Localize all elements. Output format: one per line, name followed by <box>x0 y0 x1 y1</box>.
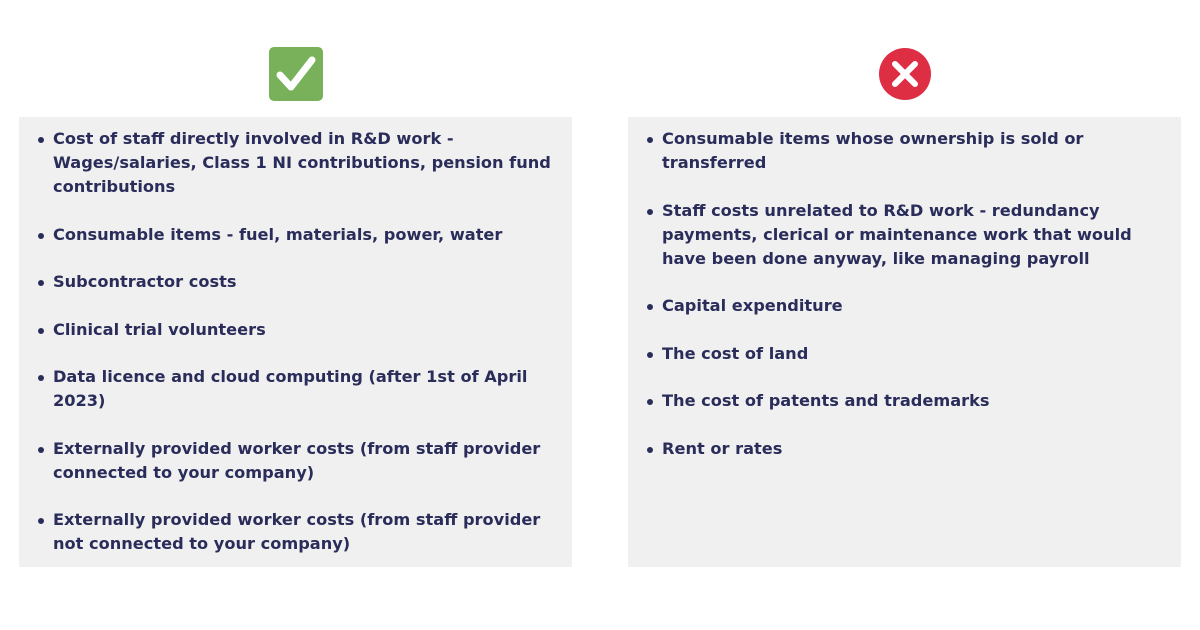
list-item: The cost of land <box>662 342 1167 366</box>
excluded-costs-panel <box>628 117 1181 567</box>
list-item: Subcontractor costs <box>53 270 558 294</box>
cross-mark-icon <box>878 47 932 101</box>
list-item: Consumable items whose ownership is sold or transferred <box>662 127 1167 175</box>
list-item: Externally provided worker costs (from staff provider not connected to your company) <box>53 508 558 556</box>
list-item: Externally provided worker costs (from staff provider connected to your company) <box>53 437 558 485</box>
list-item: Staff costs unrelated to R&D work - redundancy payments, clerical or maintenance work that would have been done anyway, like managing payroll <box>662 199 1167 271</box>
included-costs-panel <box>19 117 572 567</box>
check-mark-icon <box>269 47 323 101</box>
list-item: Cost of staff directly involved in R&D work - Wages/salaries, Class 1 NI contributions, pension fund contributions <box>53 127 558 199</box>
included-costs-list <box>19 127 572 556</box>
list-item: Data licence and cloud computing (after 1st of April 2023) <box>53 365 558 413</box>
list-item: Consumable items - fuel, materials, power, water <box>53 223 558 247</box>
list-item: Clinical trial volunteers <box>53 318 558 342</box>
list-item: Rent or rates <box>662 437 1167 461</box>
list-item: The cost of patents and trademarks <box>662 389 1167 413</box>
excluded-costs-list <box>628 127 1181 461</box>
list-item: Capital expenditure <box>662 294 1167 318</box>
